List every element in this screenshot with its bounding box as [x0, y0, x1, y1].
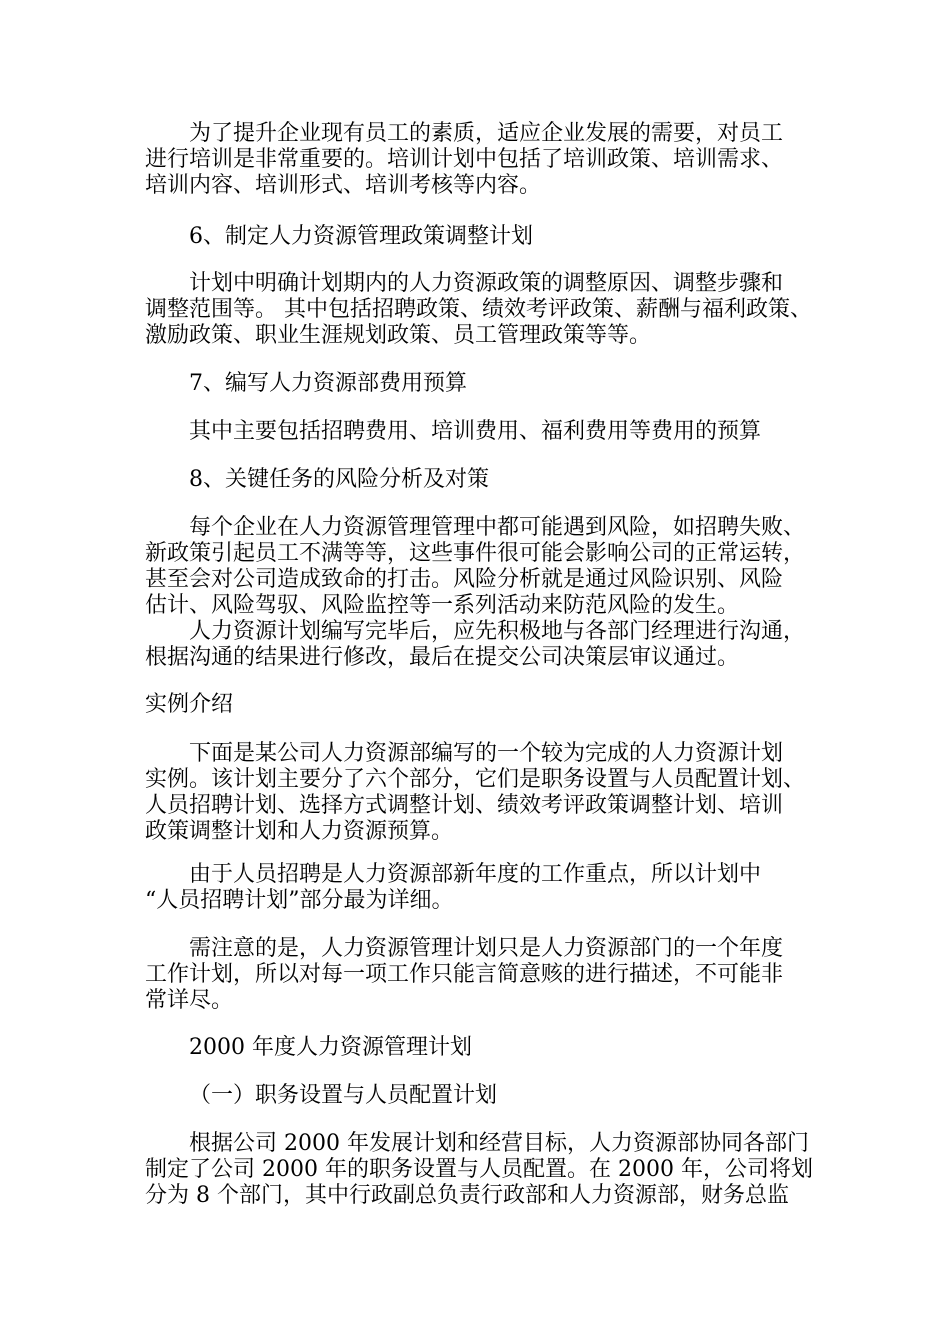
text-line: 实例。该计划主要分了六个部分，它们是职务设置与人员配置计划、 — [145, 767, 806, 792]
text-line: 分为 8 个部门，其中行政副总负责行政部和人力资源部，财务总监 — [145, 1183, 789, 1208]
section-heading: 7、编写人力资源部费用预算 — [189, 371, 467, 396]
section-heading: （一）职务设置与人员配置计划 — [189, 1083, 498, 1108]
section-heading: 6、制定人力资源管理政策调整计划 — [189, 224, 533, 249]
text-line: 下面是某公司人力资源部编写的一个较为完成的人力资源计划 — [189, 741, 784, 766]
text-line: 根据公司 2000 年发展计划和经营目标，人力资源部协同各部门 — [189, 1131, 809, 1156]
text-line: 每个企业在人力资源管理管理中都可能遇到风险，如招聘失败、 — [189, 515, 806, 540]
text-line: 由于人员招聘是人力资源部新年度的工作重点，所以计划中 — [189, 862, 762, 887]
text-line: 政策调整计划和人力资源预算。 — [145, 819, 454, 844]
text-line: 激励政策、职业生涯规划政策、员工管理政策等等。 — [145, 323, 652, 348]
text-line: 调整范围等。 其中包括招聘政策、绩效考评政策、薪酬与福利政策、 — [145, 297, 812, 322]
text-line: 需注意的是，人力资源管理计划只是人力资源部门的一个年度 — [189, 936, 784, 961]
text-line: 计划中明确计划期内的人力资源政策的调整原因、调整步骤和 — [189, 271, 784, 296]
section-heading: 8、关键任务的风险分析及对策 — [189, 467, 489, 492]
text-line: 制定了公司 2000 年的职务设置与人员配置。在 2000 年，公司将划 — [145, 1157, 813, 1182]
text-line: 工作计划，所以对每一项工作只能言简意赅的进行描述，不可能非 — [145, 962, 784, 987]
text-line: 人员招聘计划、选择方式调整计划、绩效考评政策调整计划、培训 — [145, 793, 784, 818]
text-line: 其中主要包括招聘费用、培训费用、福利费用等费用的预算 — [189, 419, 762, 444]
text-line: 人力资源计划编写完毕后，应先积极地与各部门经理进行沟通， — [189, 619, 806, 644]
text-line: 甚至会对公司造成致命的打击。风险分析就是通过风险识别、风险 — [145, 567, 784, 592]
text-line: 为了提升企业现有员工的素质，适应企业发展的需要，对员工 — [189, 121, 784, 146]
section-heading: 2000 年度人力资源管理计划 — [189, 1035, 472, 1060]
text-line: 根据沟通的结果进行修改，最后在提交公司决策层审议通过。 — [145, 645, 740, 670]
text-line: 新政策引起员工不满等等，这些事件很可能会影响公司的正常运转， — [145, 541, 806, 566]
section-heading: 实例介绍 — [145, 692, 234, 717]
text-line: 估计、风险驾驭、风险监控等一系列活动来防范风险的发生。 — [145, 593, 740, 618]
text-line: 进行培训是非常重要的。培训计划中包括了培训政策、培训需求、 — [145, 147, 784, 172]
text-line: “人员招聘计划”部分最为详细。 — [145, 888, 454, 913]
text-line: 常详尽。 — [145, 988, 234, 1013]
text-line: 培训内容、培训形式、培训考核等内容。 — [145, 173, 542, 198]
